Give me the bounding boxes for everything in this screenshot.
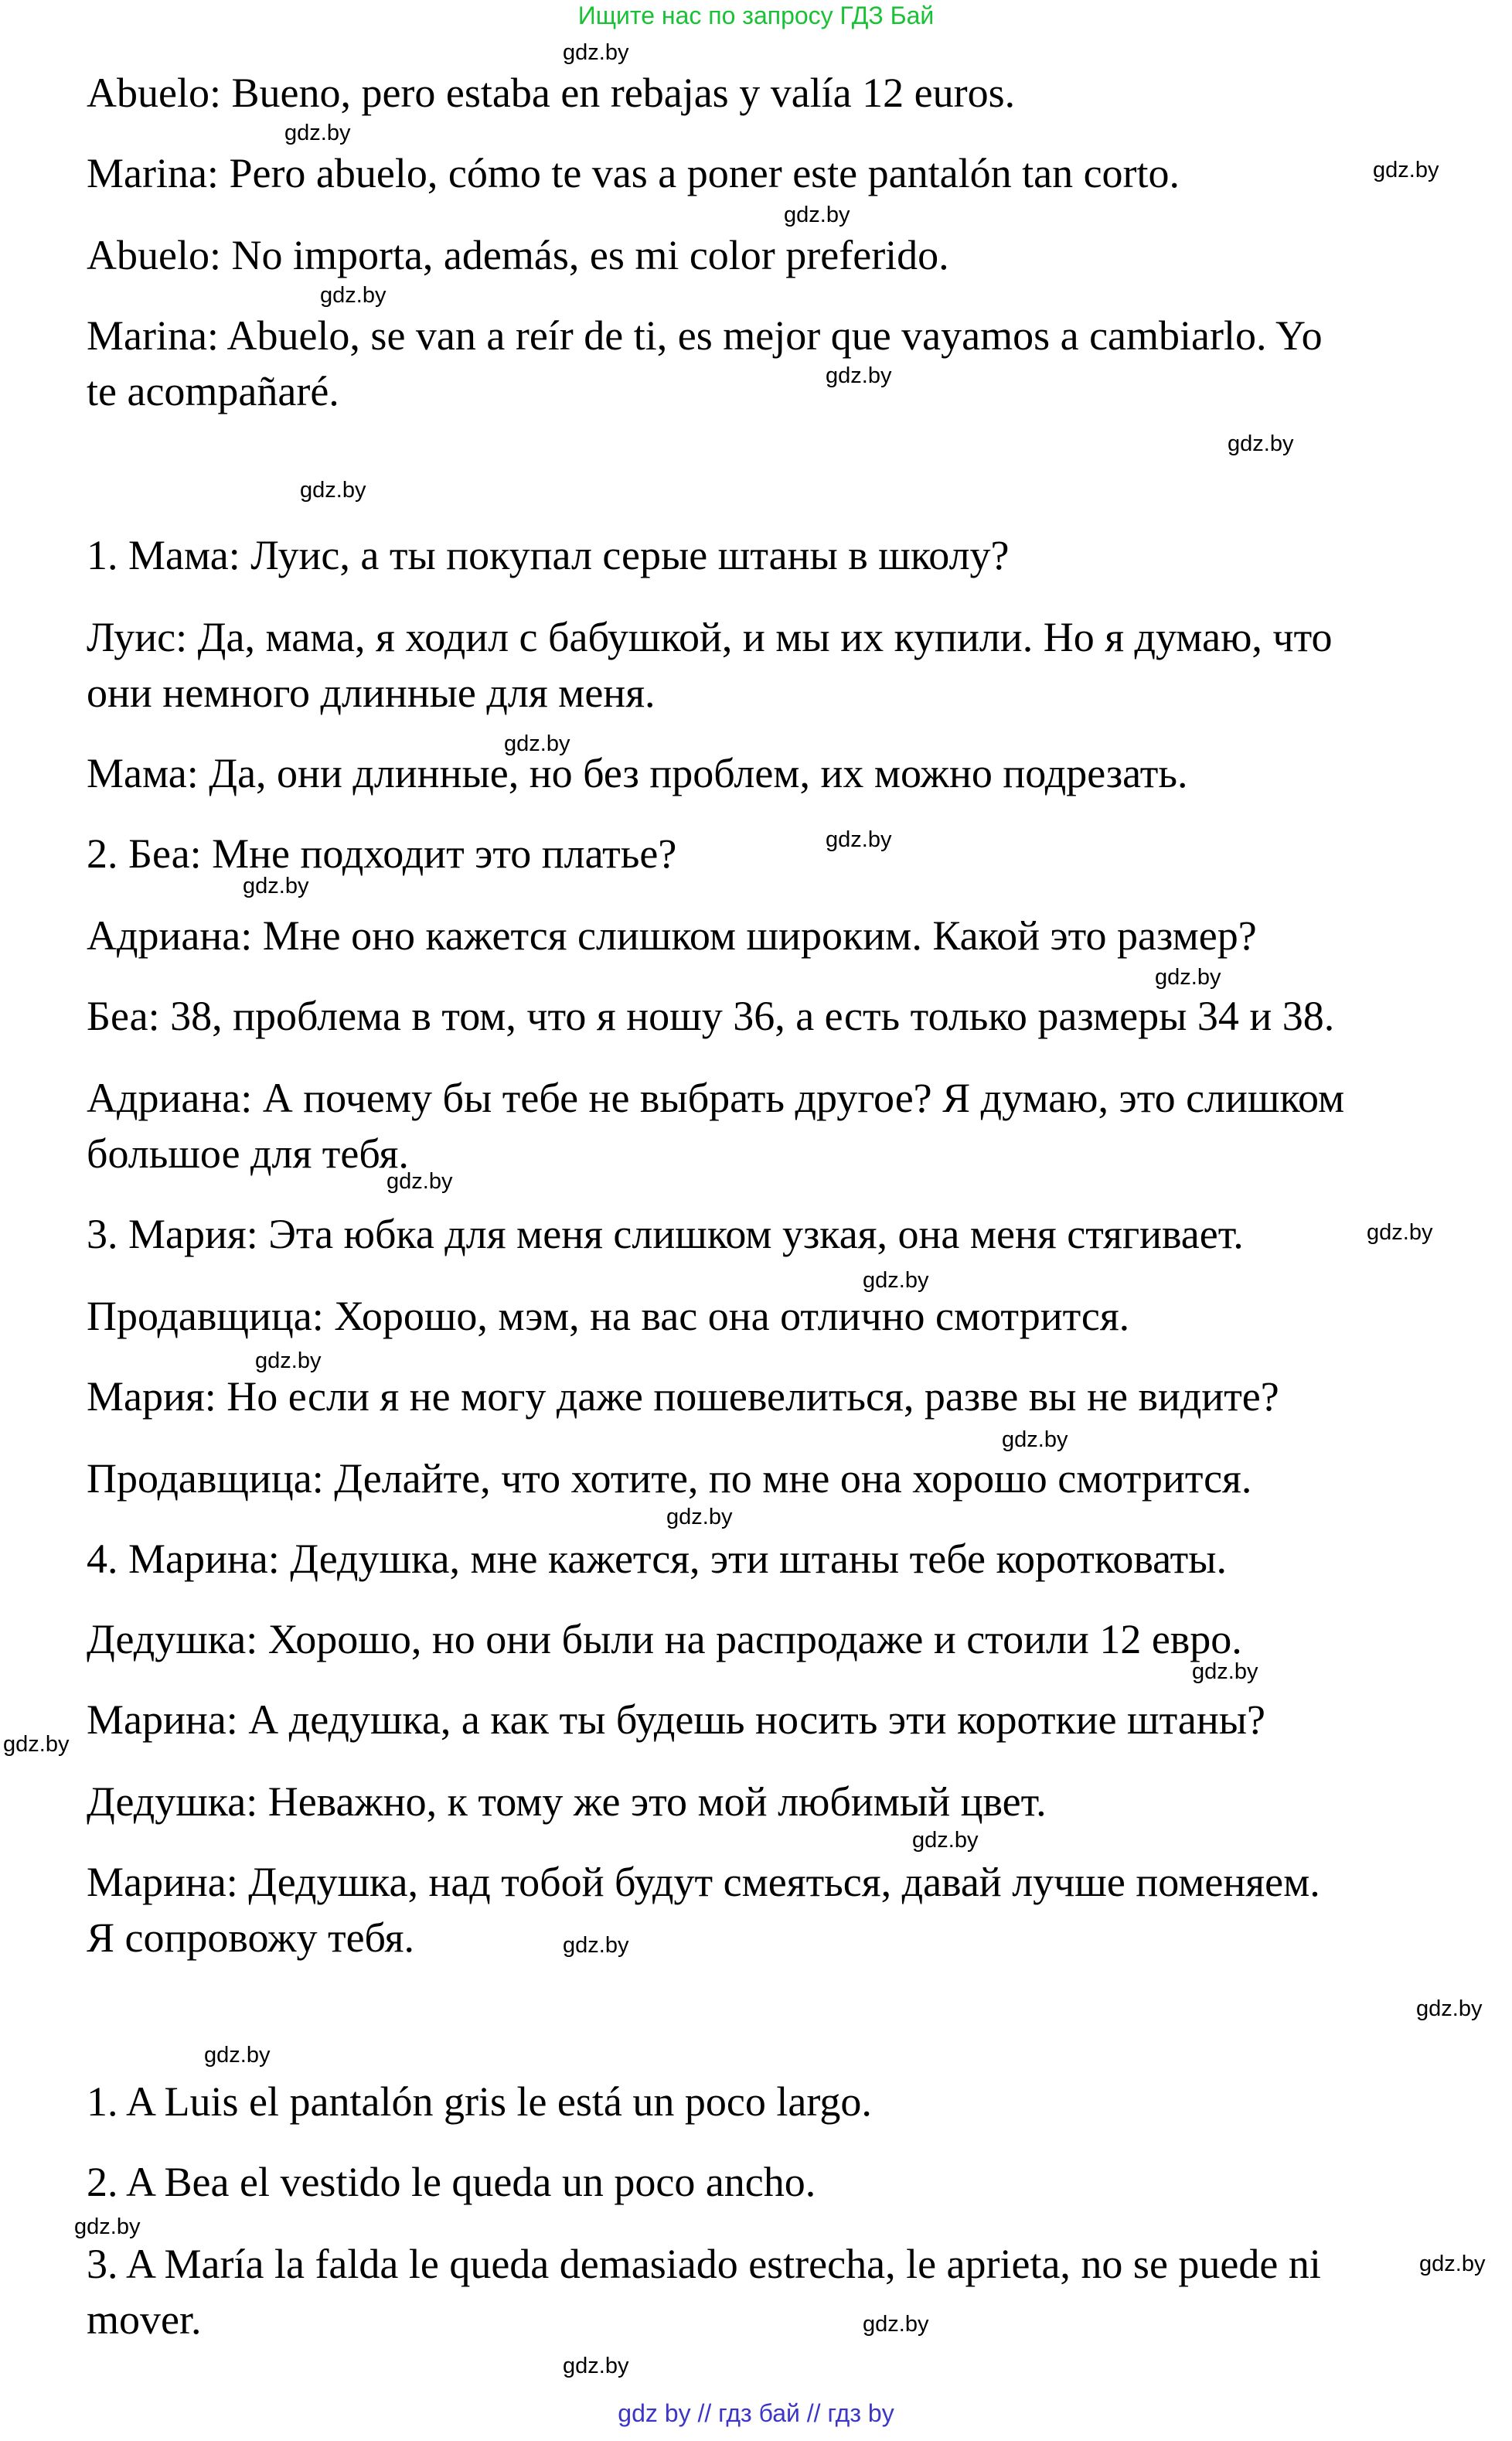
top-banner: Ищите нас по запросу ГДЗ Бай (577, 2, 935, 29)
text-line: Дедушка: Неважно, к тому же это мой любимый цвет. (87, 1778, 1047, 1825)
watermark: gdz.by (784, 203, 850, 227)
text-line: Мария: Но если я не могу даже пошевелиться, разве вы не видите? (87, 1373, 1279, 1420)
watermark: gdz.by (563, 1933, 629, 1958)
footer-links: gdz by // гдз бай // гдз by (618, 2399, 894, 2427)
watermark: gdz.by (387, 1169, 453, 1194)
text-line: Продавщица: Хорошо, мэм, на вас она отлично смотрится. (87, 1293, 1130, 1339)
text-line: Я сопровожу тебя. (87, 1914, 415, 1961)
text-line: Луис: Да, мама, я ходил с бабушкой, и мы их купили. Но я думаю, что (87, 614, 1333, 660)
text-line: Продавщица: Делайте, что хотите, по мне она хорошо смотрится. (87, 1455, 1252, 1502)
watermark: gdz.by (204, 2043, 271, 2068)
text-line: 1. Мама: Луис, а ты покупал серые штаны в школу? (87, 532, 1010, 578)
text-line: 2. Беа: Мне подходит это платье? (87, 830, 677, 877)
watermark: gdz.by (255, 1348, 322, 1373)
watermark: gdz.by (1416, 1996, 1483, 2021)
text-line: Дедушка: Хорошо, но они были на распродаже и стоили 12 евро. (87, 1616, 1242, 1662)
watermark: gdz.by (1002, 1427, 1068, 1452)
watermark: gdz.by (300, 478, 366, 503)
text-line: 1. A Luis el pantalón gris le está un poco largo. (87, 2078, 872, 2125)
watermark: gdz.by (504, 731, 570, 756)
text-line: Abuelo: No importa, además, es mi color preferido. (87, 232, 949, 278)
watermark: gdz.by (1228, 431, 1294, 456)
watermark: gdz.by (563, 2354, 629, 2378)
text-line: te acompañaré. (87, 368, 339, 414)
text-line: 3. Мария: Эта юбка для меня слишком узкая, она меня стягивает. (87, 1211, 1244, 1257)
watermark: gdz.by (284, 121, 351, 145)
watermark: gdz.by (666, 1505, 733, 1529)
text-line: они немного длинные для меня. (87, 670, 656, 716)
watermark: gdz.by (863, 2312, 929, 2337)
text-line: 4. Марина: Дедушка, мне кажется, эти штаны тебе коротковаты. (87, 1536, 1228, 1582)
text-line: Марина: Дедушка, над тобой будут смеяться, давай лучше поменяем. (87, 1859, 1320, 1905)
text-line: mover. (87, 2296, 202, 2343)
watermark: gdz.by (826, 363, 892, 388)
watermark: gdz.by (243, 874, 309, 898)
text-line: Адриана: Мне оно кажется слишком широким. Какой это размер? (87, 912, 1257, 959)
text-line: Адриана: А почему бы тебе не выбрать другое? Я думаю, это слишком (87, 1075, 1345, 1121)
watermark: gdz.by (1367, 1220, 1433, 1245)
text-line: 3. A María la falda le queda demasiado estrecha, le aprieta, no se puede ni (87, 2241, 1321, 2287)
text-line: большое для тебя. (87, 1130, 409, 1177)
text-line: Marina: Pero abuelo, cómo te vas a poner este pantalón tan corto. (87, 150, 1180, 196)
watermark: gdz.by (912, 1828, 979, 1853)
text-line: Marina: Abuelo, se van a reír de ti, es mejor que vayamos a cambiarlo. Yo (87, 312, 1323, 359)
watermark: gdz.by (1373, 158, 1439, 182)
watermark: gdz.by (320, 283, 387, 308)
watermark: gdz.by (826, 827, 892, 852)
watermark: gdz.by (1155, 965, 1221, 990)
watermark: gdz.by (1419, 2252, 1486, 2276)
text-line: Марина: А дедушка, а как ты будешь носить эти короткие штаны? (87, 1696, 1265, 1743)
watermark: gdz.by (563, 40, 629, 65)
text-line: Беа: 38, проблема в том, что я ношу 36, а есть только размеры 34 и 38. (87, 993, 1335, 1039)
text-line: Мама: Да, они длинные, но без проблем, их можно подрезать. (87, 750, 1188, 796)
text-line: Abuelo: Bueno, pero estaba en rebajas y valía 12 euros. (87, 70, 1016, 116)
watermark: gdz.by (3, 1732, 70, 1757)
watermark: gdz.by (1192, 1659, 1258, 1684)
watermark: gdz.by (74, 2214, 141, 2239)
watermark: gdz.by (863, 1268, 929, 1293)
text-line: 2. A Bea el vestido le queda un poco ancho. (87, 2159, 816, 2205)
